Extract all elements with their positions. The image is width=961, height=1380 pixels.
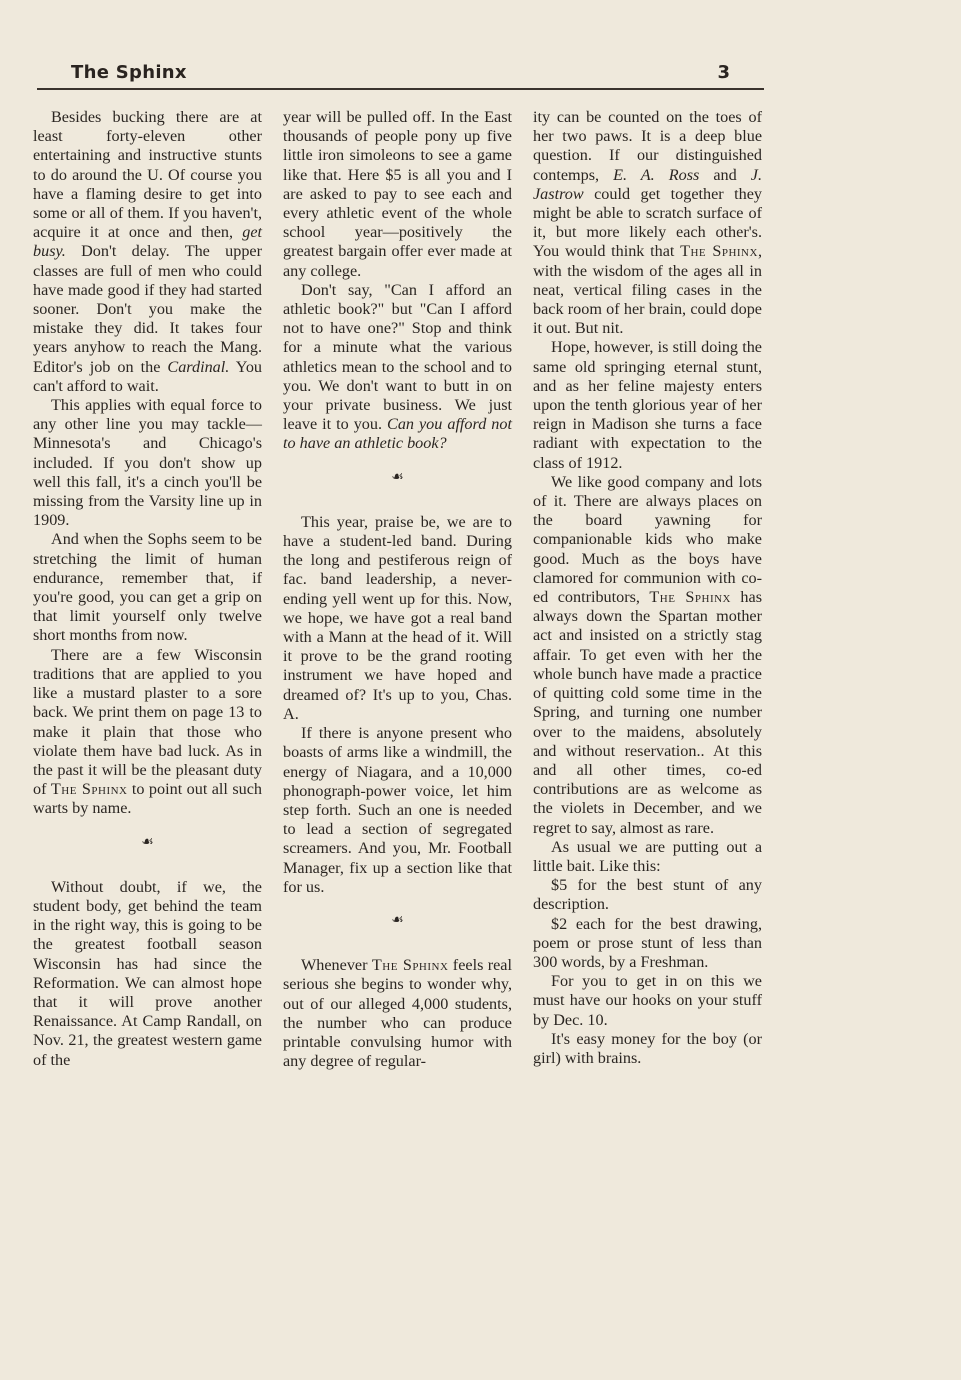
paragraph: Don't say, "Can I afford an athletic book?" but "Can I afford not to have one?" Stop and think for a minute what the various athletics mean to the school and to you. We don't want to butt in on your private business. We just leave it to you. Can you afford not to have an athletic book?: [283, 280, 512, 453]
paragraph: There are a few Wisconsin traditions that are applied to you like a mustard plaster to a sore back. We print them on page 13 to make it plain that those who violate them have bad luck. As in the past it will be the pleasant duty of The Sphinx to point out all such warts by name.: [33, 645, 263, 818]
paragraph: We like good company and lots of it. There are always places on the board yawning for companionable kids who make good. Much as the boys have clamored for communion with co-ed contributors, The Sphinx has always down the Spartan mother act and insisted on a strictly stag affair. To get even with her the whole bunch have made a practice of quitting cold some time in the Spring, and turning one number over to the maidens, absolutely and without reservation.. At this and all other times, co-ed contributions are as welcome as the violets in December, and we regret to say, almost as rare.: [533, 472, 762, 837]
paragraph: Besides bucking there are at least forty-eleven other entertaining and instructive stunts to do around the U. Of course you have a flaming desire to get into some or all of them. If you haven't, acquire it at once and then, get busy. Don't delay. The upper classes are full of men who could have made good if they had started sooner. Don't you make the mistake they did. It takes four years anyhow to reach the Mang. Editor's job on the Cardinal. You can't afford to wait.: [33, 108, 263, 395]
paragraph: Hope, however, is still doing the same old springing eternal stunt, and as her feline majesty enters upon the tenth glorious year of her reign in Madison she turns a face radiant with expectation to the class of 1912.: [533, 338, 762, 472]
paragraph: This applies with equal force to any other line you may tackle—Minnesota's and Chicago's included. If you don't show up well this fall, it's a cinch you'll be missing from the Varsity line up in 1909.: [33, 396, 262, 530]
paragraph: $5 for the best stunt of any description.: [533, 876, 762, 914]
paragraph: Without doubt, if we, the student body, get behind the team in the right way, this is going to be the greatest football season Wisconsin has had since the Reformation. We can almost hope that it will prove another Renaissance. At Camp Randall, on Nov. 21, the greatest western game of the: [33, 877, 262, 1069]
paragraph: For you to get in on this we must have our hooks on your stuff by Dec. 10.: [533, 972, 762, 1029]
paragraph: If there is anyone present who boasts of arms like a windmill, the energy of Niagara, and a 10,000 phonograph-power voice, let him step forth. Such an one is needed to lead a section of segregated screamers. And you, Mr. Football Manager, fix up a section like that for us.: [283, 724, 512, 896]
paragraph: It's easy money for the boy (or girl) with brains.: [533, 1029, 762, 1067]
sphinx-ornament-icon: ☙: [141, 834, 154, 850]
sphinx-ornament-icon: ☙: [391, 912, 404, 928]
paragraph: This year, praise be, we are to have a student-led band. During the long and pestiferous reign of fac. band leadership, a never-ending yell went up for this. Now, we hope, we have got a real band with a Mann at the head of it. Will it prove to be the grand rooting instrument we have hoped and dreamed of? It's up to you, Chas. A.: [283, 512, 512, 723]
column-1: [33, 108, 262, 1070]
paragraph: $2 each for the best drawing, poem or prose stunt of less than 300 words, by a Freshman.: [533, 914, 762, 971]
paragraph: As usual we are putting out a little bait. Like this:: [533, 837, 762, 875]
column-3: [533, 108, 762, 1068]
paragraph: year will be pulled off. In the East thousands of people pony up five little iron simoleons to see a game like that. Here $5 is all you and I are asked to pay to see each and every athletic event of the whole school year—positively the greatest bargain offer ever made at any college.: [283, 108, 512, 280]
column-2: [283, 108, 512, 1071]
sphinx-ornament-icon: ☙: [391, 469, 404, 485]
running-header: [37, 60, 764, 90]
paragraph: Whenever The Sphinx feels real serious she begins to wonder why, out of our alleged 4,000 students, the number who can produce printable convulsing humor with any degree of regular-: [283, 956, 512, 1071]
paragraph: And when the Sophs seem to be stretching the limit of human endurance, remember that, if you're good, you can get a grip on that limit yourself only twelve short months from now.: [33, 530, 262, 645]
page-number: 3: [717, 62, 730, 83]
paragraph: ity can be counted on the toes of her two paws. It is a deep blue question. If our distinguished contemps, E. A. Ross and J. Jastrow could get together they might be able to scratch surface of it, but more likely each other's. You would think that The Sphinx, with the wisdom of the ages all in neat, vertical filing cases in the back room of her brain, could dope it out. But nit.: [533, 108, 763, 338]
magazine-title: The Sphinx: [71, 62, 187, 83]
